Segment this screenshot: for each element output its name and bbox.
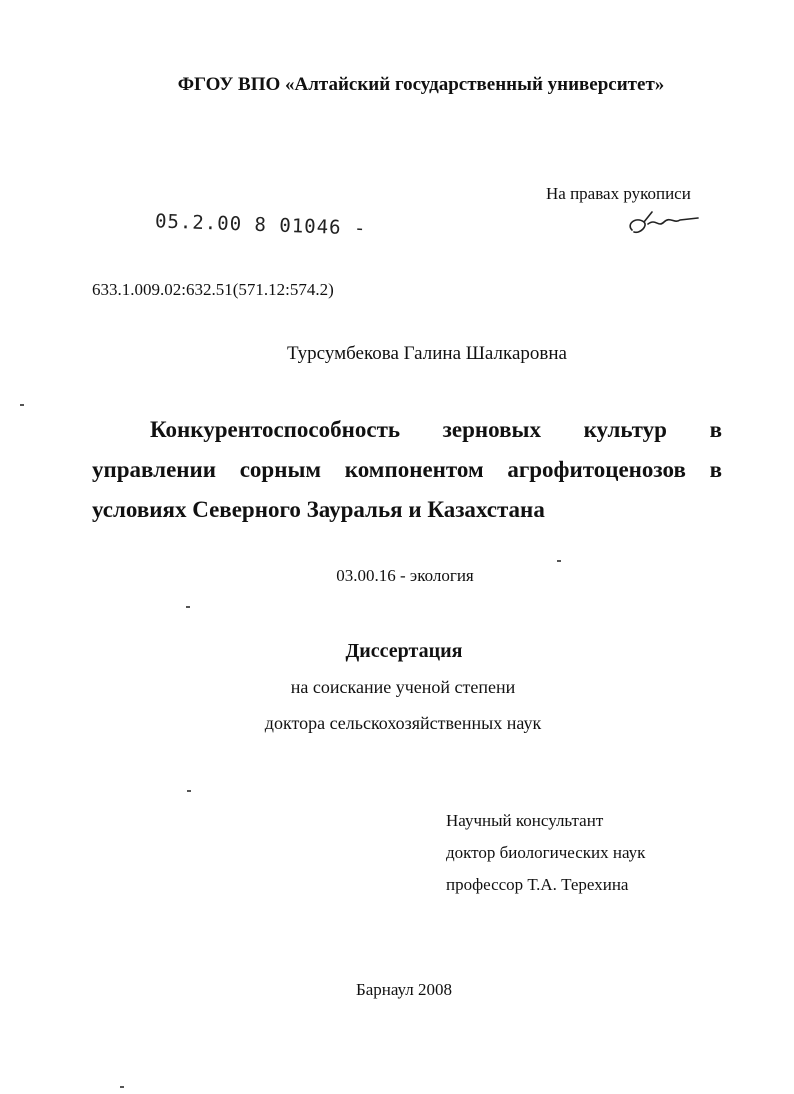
title-word: агрофитоценозов xyxy=(507,457,686,482)
consultant-role: Научный консультант xyxy=(446,811,604,830)
manuscript-rights-note: На правах рукописи xyxy=(546,184,691,203)
title-line-2 xyxy=(92,450,722,490)
title-word: компонентом xyxy=(344,457,484,482)
title-word: зерновых xyxy=(442,417,541,442)
title-word: в xyxy=(709,457,722,482)
title-line-3: условиях Северного Зауралья и Казахстана xyxy=(92,497,545,522)
dissertation-heading: Диссертация xyxy=(345,640,463,662)
degree-line-2: доктора сельскохозяйственных наук xyxy=(264,713,542,733)
scan-speck xyxy=(20,404,24,406)
signature-icon xyxy=(622,204,702,240)
scan-speck xyxy=(186,606,190,608)
scan-speck xyxy=(187,790,191,792)
title-word: культур xyxy=(583,417,667,442)
scan-speck xyxy=(557,560,561,562)
author-name: Турсумбекова Галина Шалкаровна xyxy=(287,343,567,364)
registration-stamp: 05.2.00 8 01046 - xyxy=(154,210,367,240)
title-word: в xyxy=(709,417,722,442)
udc-code: 633.1.009.02:632.51(571.12:574.2) xyxy=(92,280,334,299)
scan-speck xyxy=(120,1086,124,1088)
place-and-year: Барнаул 2008 xyxy=(355,980,453,999)
title-word: сорным xyxy=(239,457,322,482)
organization-header: ФГОУ ВПО «Алтайский государственный университет» xyxy=(177,74,665,95)
title-line-1 xyxy=(92,410,722,450)
specialty-code: 03.00.16 - экология xyxy=(336,566,474,585)
title-word: Конкурентоспособность xyxy=(150,417,401,442)
consultant-name: профессор Т.А. Терехина xyxy=(446,875,629,894)
dissertation-title xyxy=(92,410,722,530)
degree-line-1: на соискание ученой степени xyxy=(290,677,516,697)
consultant-degree: доктор биологических наук xyxy=(446,843,646,862)
title-word: управлении xyxy=(92,457,217,482)
